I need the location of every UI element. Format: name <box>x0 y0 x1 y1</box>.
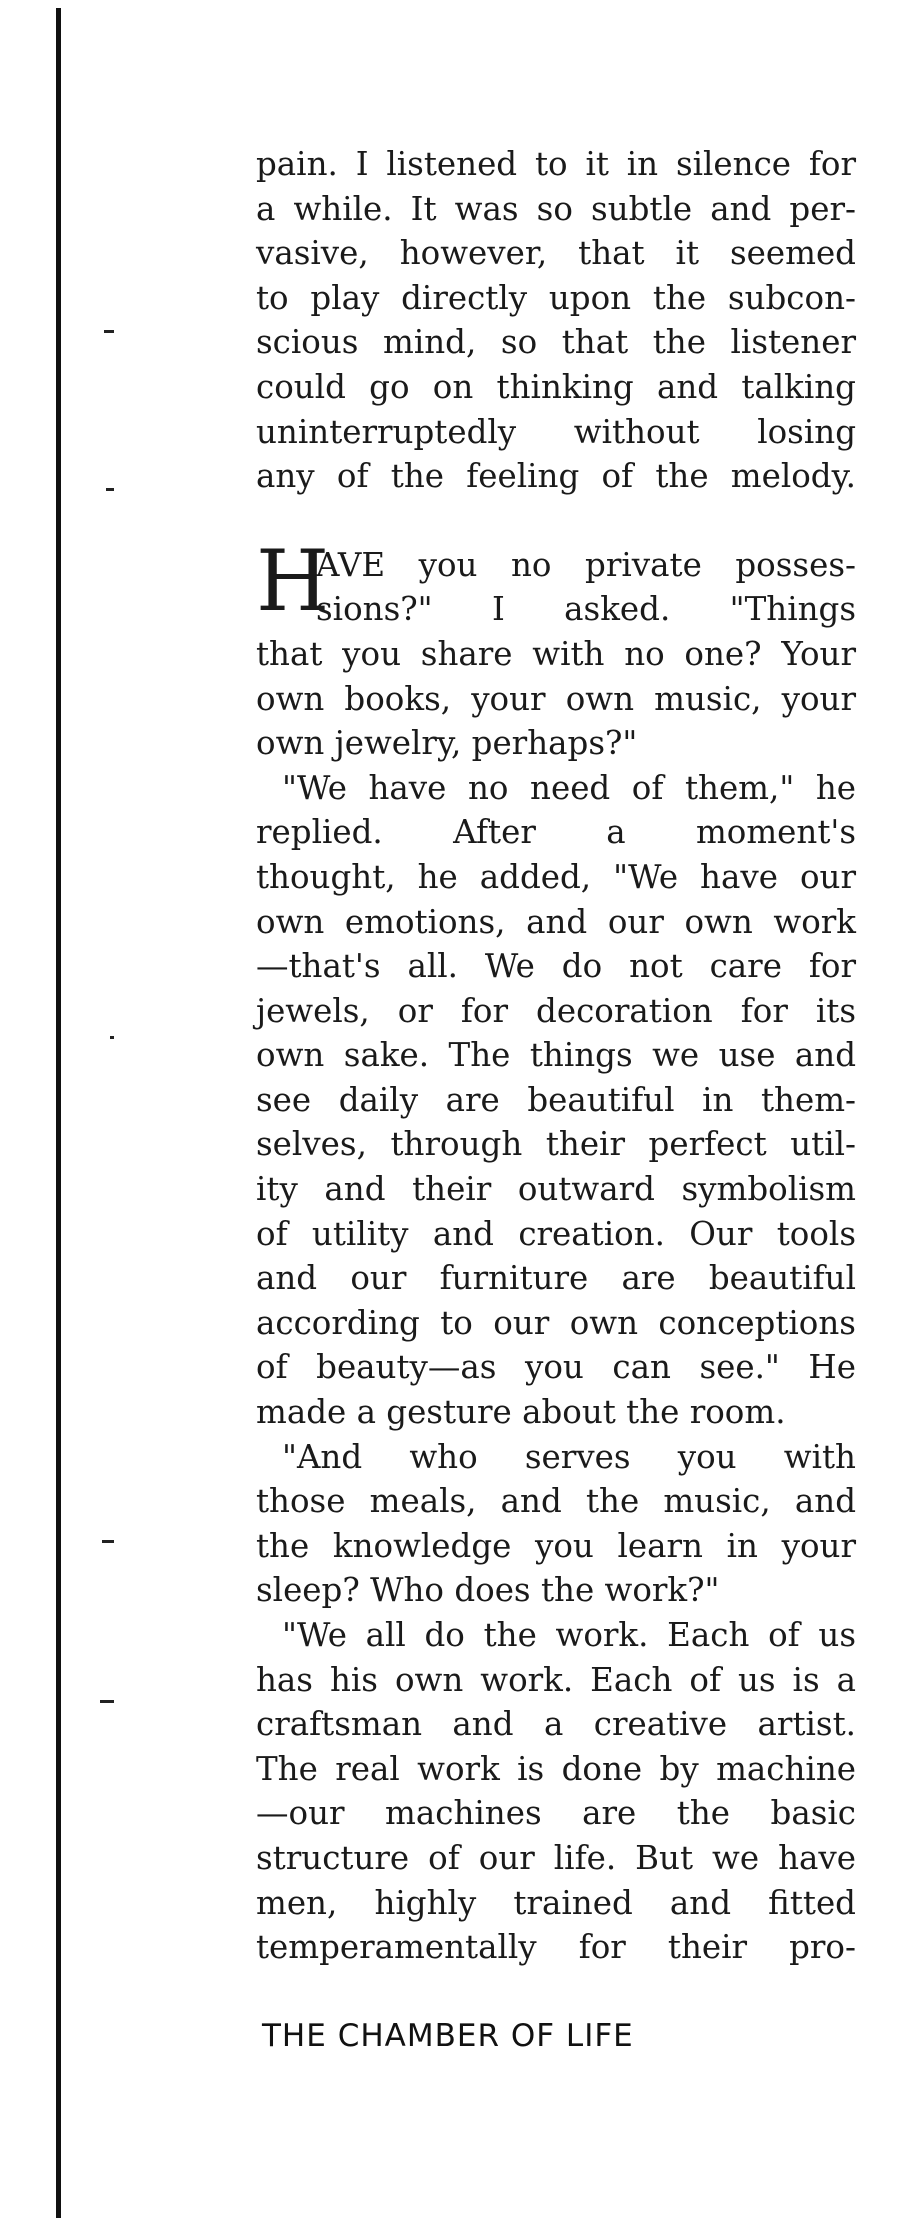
text-line: —that's all. We do not care for <box>256 947 856 986</box>
margin-speck <box>110 1036 114 1039</box>
section-break <box>256 499 856 543</box>
text-line: those meals, and the music, and <box>256 1482 856 1521</box>
page-margin-rule <box>56 8 61 2218</box>
text-line: craftsman and a creative artist. <box>256 1705 856 1744</box>
margin-speck <box>102 1540 114 1543</box>
text-column <box>256 142 856 1970</box>
margin-speck <box>104 330 114 333</box>
text-line: uninterruptedly without losing <box>256 412 856 451</box>
text-line: "We have no need of them," he <box>282 768 856 807</box>
text-line: has his own work. Each of us is a <box>256 1660 856 1699</box>
margin-speck <box>100 1700 114 1703</box>
text-line: selves, through their perfect util- <box>256 1125 856 1164</box>
drop-cap: H <box>256 531 330 630</box>
text-line: could go on thinking and talking <box>256 367 856 406</box>
text-line: "And who serves you with <box>282 1437 856 1476</box>
text-line: to play directly upon the subcon- <box>256 278 856 317</box>
text-line: of beauty—as you can see." He <box>256 1348 856 1387</box>
text-line: structure of our life. But we have <box>256 1838 856 1877</box>
text-line: sions?" I asked. "Things <box>316 590 856 629</box>
paragraph-5 <box>256 1613 856 1970</box>
text-line: "We all do the work. Each of us <box>282 1616 856 1654</box>
text-line: the knowledge you learn in your <box>256 1526 856 1565</box>
text-line: according to our own conceptions <box>256 1303 856 1342</box>
text-line: ity and their outward symbolism <box>256 1170 856 1209</box>
text-line: any of the feeling of the melody. <box>256 457 856 496</box>
paragraph-2 <box>256 531 856 766</box>
text-line: thought, he added, "We have our <box>256 857 856 896</box>
text-line: temperamentally for their pro- <box>256 1928 856 1967</box>
text-line: own sake. The things we use and <box>256 1036 856 1075</box>
paragraph-4 <box>256 1435 856 1613</box>
margin-speck <box>106 488 114 491</box>
text-line: that you share with no one? Your <box>256 634 856 673</box>
text-line: scious mind, so that the listener <box>256 323 856 362</box>
paragraph-1 <box>256 142 856 499</box>
text-line: AVE you no private posses- <box>316 545 856 584</box>
text-line: own jewelry, perhaps?" <box>256 724 638 763</box>
text-line: jewels, or for decoration for its <box>256 991 856 1030</box>
text-line: a while. It was so subtle and per- <box>256 189 856 228</box>
text-line: pain. I listened to it in silence for <box>256 145 856 183</box>
text-line: and our furniture are beautiful <box>256 1259 856 1298</box>
text-line: own books, your own music, your <box>256 679 856 718</box>
text-line: see daily are beautiful in them- <box>256 1080 856 1119</box>
text-line: men, highly trained and fitted <box>256 1883 856 1922</box>
text-line: replied. After a moment's <box>256 813 856 852</box>
text-line: made a gesture about the room. <box>256 1393 786 1432</box>
paragraph-3 <box>256 766 856 1435</box>
text-line: The real work is done by machine <box>256 1749 856 1788</box>
running-footer-title: THE CHAMBER OF LIFE <box>262 2018 634 2054</box>
text-line: of utility and creation. Our tools <box>256 1214 856 1253</box>
text-line: sleep? Who does the work?" <box>256 1571 720 1610</box>
text-line: —our machines are the basic <box>256 1794 856 1833</box>
text-line: vasive, however, that it seemed <box>256 234 856 273</box>
text-line: own emotions, and our own work <box>256 902 856 941</box>
